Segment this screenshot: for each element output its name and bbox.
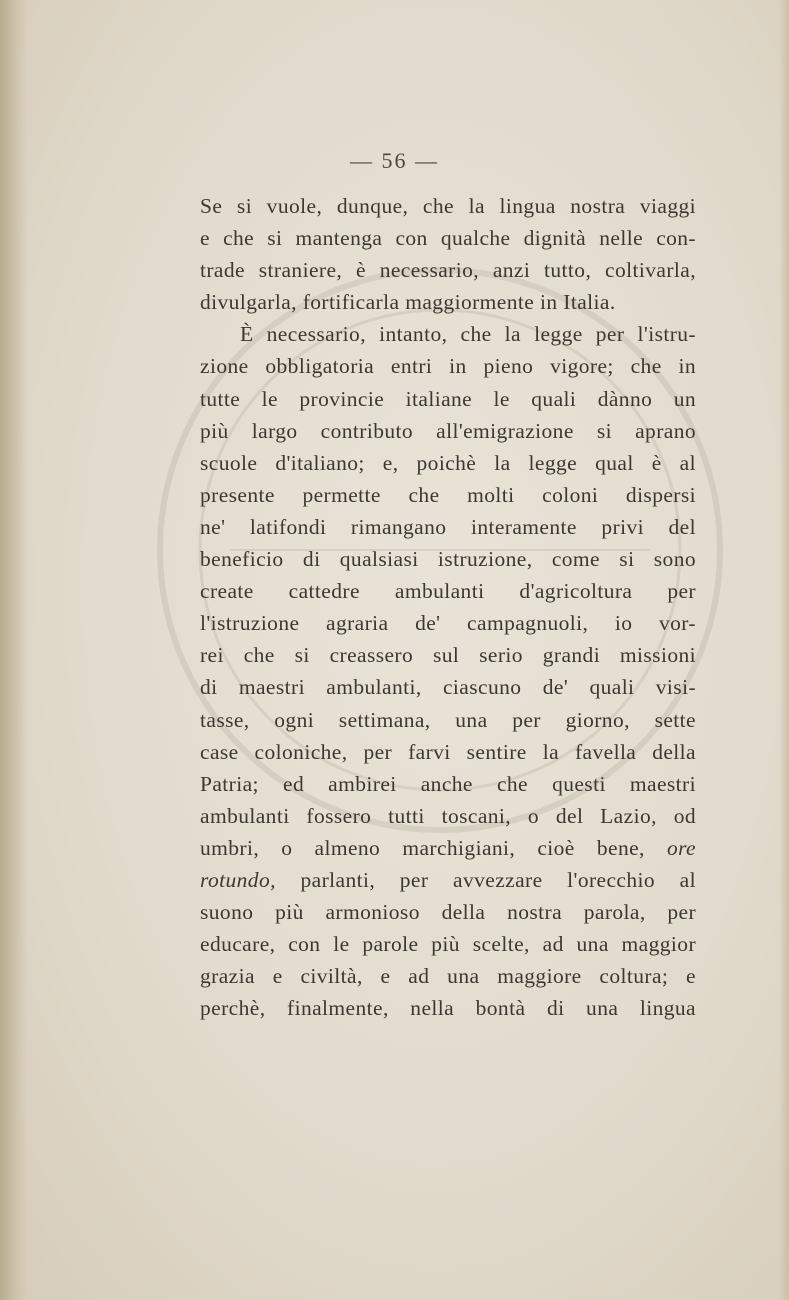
text-line: rei che si creassero sul serio grandi missioni (200, 643, 696, 668)
text-line-with-italic (200, 832, 696, 864)
body-text (200, 190, 696, 1024)
text-line-with-italic (200, 864, 696, 896)
text-line: presente permette che molti coloni dispersi (200, 482, 696, 507)
text-line: case coloniche, per farvi sentire la favella della (200, 739, 696, 764)
page-number: — 56 — (350, 148, 439, 173)
text-segment: parlanti, per avvezzare l'orecchio al (300, 867, 696, 892)
text-line: create cattedre ambulanti d'agricoltura per (200, 579, 696, 604)
page-edge-shadow (779, 0, 789, 1300)
text-line: suono più armonioso della nostra parola, per (200, 900, 696, 925)
text-line: educare, con le parole più scelte, ad una maggior (200, 932, 696, 957)
italic-phrase: ore (666, 835, 696, 860)
text-line: beneficio di qualsiasi istruzione, come si sono (200, 547, 696, 572)
page-gutter-shadow (0, 0, 28, 1300)
text-line: grazia e civiltà, e ad una maggiore coltura; e (200, 964, 696, 989)
text-line: tasse, ogni settimana, una per giorno, sette (200, 707, 696, 732)
text-line: Se si vuole, dunque, che la lingua nostra viaggi (200, 194, 696, 218)
italic-phrase: rotundo, (200, 867, 276, 892)
text-line: tutte le provincie italiane le quali dànno un (200, 386, 696, 411)
text-line: ambulanti fossero tutti toscani, o del Lazio, od (200, 803, 696, 828)
text-line: Patria; ed ambirei anche che questi maestri (200, 771, 696, 796)
text-line: ne' latifondi rimangano interamente privi del (200, 514, 696, 539)
text-line: e che si mantenga con qualche dignità nelle con- (200, 226, 696, 251)
text-line: più largo contributo all'emigrazione si aprano (200, 418, 696, 443)
text-line: perchè, finalmente, nella bontà di una lingua (200, 996, 696, 1021)
text-line: zione obbligatoria entri in pieno vigore; che in (200, 354, 696, 379)
text-line: scuole d'italiano; e, poichè la legge qual è al (200, 450, 696, 475)
text-line: È necessario, intanto, che la legge per l'istru- (240, 322, 696, 347)
text-line: trade straniere, è necessario, anzi tutto, coltivarla, (200, 258, 696, 283)
text-line: l'istruzione agraria de' campagnuoli, io vor- (200, 611, 696, 636)
text-segment: umbri, o almeno marchigiani, cioè bene, (200, 835, 667, 860)
text-line: di maestri ambulanti, ciascuno de' quali visi- (200, 675, 696, 700)
text-line: divulgarla, fortificarla maggiormente in Italia. (200, 290, 616, 315)
